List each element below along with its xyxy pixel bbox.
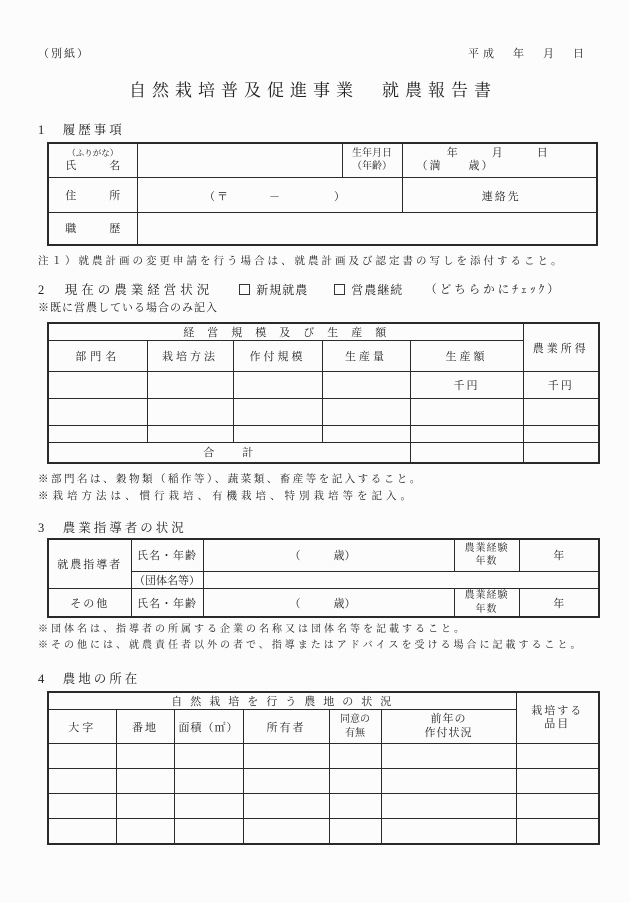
option-continue-farming-label: 営農継続 (351, 282, 404, 297)
empty-cell (523, 426, 599, 443)
table-row (48, 794, 599, 819)
empty-cell (48, 399, 147, 426)
table-row (48, 372, 599, 399)
note-other: ※その他には、就農責任者以外の者で、指導またはアドバイスを受ける場合に記載すること。 (38, 639, 584, 651)
col-area: 面積（㎡） (174, 710, 243, 744)
career-label: 職 歴 (65, 223, 121, 236)
total-row (48, 443, 599, 463)
empty-cell (329, 744, 381, 769)
name-label: 氏 名 (65, 160, 121, 173)
contact-label: 連絡先 (481, 190, 521, 203)
full-age-placeholder: （満 歳） (416, 160, 495, 173)
address-input-cell (137, 177, 402, 212)
empty-cell (243, 744, 329, 769)
col-amount: 生産額 (410, 341, 523, 372)
organization-row (48, 572, 599, 589)
amount-unit: 千円 (410, 372, 523, 399)
note-department: ※部門名は、穀物類（稲作等）、蔬菜類、畜産等を記入すること。 (38, 473, 423, 485)
postal-placeholder: （〒 － ） (204, 191, 347, 203)
birthdate-label: 生年月日 (352, 147, 392, 159)
group-header-row (48, 323, 599, 341)
option-continue-farming (334, 281, 403, 298)
note-organization: ※団体名は、指導者の所属する企業の名称又は団体名等を記載すること。 (38, 624, 467, 635)
career-row (48, 212, 597, 245)
col-consent (329, 710, 381, 744)
empty-cell (322, 372, 410, 399)
crop-header-2: 品目 (544, 718, 571, 730)
leader-experience-unit: 年 (519, 539, 599, 572)
empty-cell (381, 794, 516, 819)
address-label: 住 所 (65, 189, 121, 202)
col-previous-crop (381, 710, 516, 744)
empty-cell (233, 426, 322, 443)
empty-cell (322, 399, 410, 426)
empty-cell (147, 372, 233, 399)
furigana-label: （ふりがな） (67, 147, 119, 158)
empty-cell (174, 769, 243, 794)
empty-cell (174, 794, 243, 819)
empty-cell (329, 769, 381, 794)
section2-heading: 2 現在の農業経営状況 (38, 283, 214, 297)
leader-name-age-label: 氏名・年齢 (131, 539, 203, 572)
experience-label-2: 年数 (475, 603, 498, 615)
empty-cell (116, 794, 174, 819)
biography-table (47, 142, 598, 246)
career-label-cell (48, 212, 137, 245)
other-name-age-label: 氏名・年齢 (131, 589, 203, 618)
era-date-line: 平成 年 月 日 (468, 48, 588, 60)
leader-row (48, 539, 599, 572)
address-row (48, 177, 597, 212)
checkbox-new-farming-icon (239, 284, 250, 295)
option-new-farming (239, 281, 308, 298)
section1-note: 注１）就農計画の変更申請を行う場合は、就農計画及び認定書の写しを添付すること。 (38, 256, 565, 267)
section1-heading: 1 履歴事項 (38, 123, 125, 137)
empty-cell (116, 819, 174, 844)
empty-cell (48, 794, 116, 819)
leader-experience-label-cell (454, 539, 519, 572)
col-previous-1: 前年の (430, 713, 467, 725)
note-method: ※栽培方法は、慣行栽培、有機栽培、特別栽培等を記入。 (38, 490, 415, 502)
section2-notes (38, 471, 588, 505)
name-row (48, 143, 597, 177)
organization-input-cell (203, 572, 599, 589)
income-unit: 千円 (523, 372, 599, 399)
leader-label: 就農指導者 (48, 539, 131, 589)
col-quantity: 生産量 (322, 341, 410, 372)
address-label-cell (48, 177, 137, 212)
empty-cell (516, 769, 599, 794)
empty-cell (523, 399, 599, 426)
experience-label-1: 農業経験 (464, 542, 509, 554)
empty-cell (147, 399, 233, 426)
col-oaza: 大字 (48, 710, 116, 744)
empty-cell (329, 794, 381, 819)
empty-cell (243, 794, 329, 819)
farmland-table (47, 691, 600, 845)
career-input-cell (137, 212, 597, 245)
organization-label: （団体名等） (131, 572, 203, 589)
farm-management-table (47, 322, 600, 464)
empty-cell (243, 819, 329, 844)
empty-cell (48, 819, 116, 844)
col-owner: 所有者 (243, 710, 329, 744)
contact-cell (402, 177, 597, 212)
empty-cell (48, 744, 116, 769)
instructor-table (47, 538, 600, 619)
experience-label-2: 年数 (475, 556, 498, 568)
total-amount-cell (410, 443, 523, 463)
total-income-cell (523, 443, 599, 463)
col-consent-2: 有無 (345, 727, 365, 739)
empty-cell (174, 744, 243, 769)
empty-cell (516, 794, 599, 819)
table-row (48, 819, 599, 844)
attachment-label: （別紙） (38, 48, 90, 60)
empty-cell (233, 399, 322, 426)
empty-cell (116, 769, 174, 794)
column-header-row (48, 341, 599, 372)
page-header (38, 45, 588, 61)
table-row (48, 426, 599, 443)
other-experience-unit: 年 (519, 589, 599, 618)
birthdate-label-cell (342, 143, 402, 177)
col-previous-2: 作付状況 (424, 726, 473, 739)
empty-cell (48, 372, 147, 399)
birthdate-placeholders: 年 月 日 (446, 146, 552, 159)
scale-production-header: 経営規模及び生産額 (48, 323, 523, 341)
col-consent-1: 同意の (340, 714, 370, 725)
other-label: その他 (48, 589, 131, 618)
col-banchi: 番地 (116, 710, 174, 744)
empty-cell (329, 819, 381, 844)
col-method: 栽培方法 (147, 341, 233, 372)
empty-cell (116, 744, 174, 769)
document-title: 自然栽培普及促進事業 就農報告書 (129, 81, 497, 100)
experience-label-1: 農業経験 (464, 590, 509, 601)
other-age-placeholder: （ 歳） (203, 589, 454, 618)
empty-cell (322, 426, 410, 443)
checkbox-continue-farming-icon (334, 284, 345, 295)
farmland-status-header: 自然栽培を行う農地の状況 (48, 692, 516, 710)
option-new-farming-label: 新規就農 (256, 282, 309, 297)
section3-notes (38, 622, 588, 653)
leader-age-placeholder: （ 歳） (203, 539, 454, 572)
empty-cell (381, 744, 516, 769)
table-row (48, 399, 599, 426)
check-hint: （どちらかにﾁｪｯｸ） (425, 284, 562, 296)
table-row (48, 769, 599, 794)
empty-cell (147, 426, 233, 443)
other-row (48, 589, 599, 618)
age-label: （年齢） (352, 161, 392, 173)
section3-heading: 3 農業指導者の状況 (38, 520, 187, 535)
empty-cell (381, 819, 516, 844)
income-header: 農業所得 (523, 323, 599, 372)
other-experience-label-cell (454, 589, 519, 618)
group-header-row (48, 692, 599, 710)
empty-cell (233, 372, 322, 399)
name-input-cell (137, 143, 342, 177)
section2-fill-note: ※既に営農している場合のみ記入 (38, 302, 218, 314)
crop-header-cell (516, 692, 599, 744)
empty-cell (381, 769, 516, 794)
crop-header-1: 栽培する (531, 704, 584, 717)
empty-cell (174, 819, 243, 844)
empty-cell (243, 769, 329, 794)
empty-cell (48, 426, 147, 443)
total-label: 合 計 (48, 443, 410, 463)
empty-cell (516, 819, 599, 844)
birthdate-value-cell (402, 143, 597, 177)
col-department: 部門名 (48, 341, 147, 372)
section4-heading: 4 農地の所在 (38, 672, 141, 686)
empty-cell (48, 769, 116, 794)
empty-cell (516, 744, 599, 769)
empty-cell (410, 399, 523, 426)
section2-heading-line (38, 280, 588, 298)
table-row (48, 744, 599, 769)
empty-cell (410, 426, 523, 443)
col-scale: 作付規模 (233, 341, 322, 372)
name-label-cell (48, 143, 137, 177)
